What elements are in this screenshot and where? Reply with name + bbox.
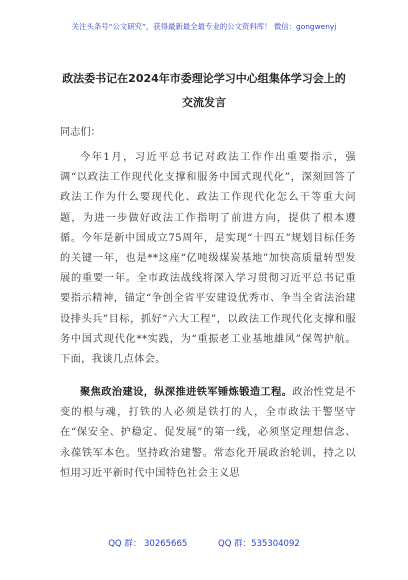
document-title-line2: 交流发言 (182, 96, 226, 109)
footer-qq-group-1: QQ 群： 30265665 (108, 539, 188, 549)
document-title-line1: 政法委书记在2024年市委理论学习中心组集体学习会上的 (62, 72, 346, 85)
salutation: 同志们： (60, 127, 101, 138)
paragraph-2 (60, 382, 356, 484)
paragraph-2-lead: 聚焦政治建设，纵深推进铁军锤炼锻造工程。 (80, 386, 293, 398)
footer-qq-group-2: QQ 群：535304092 (218, 539, 300, 549)
footer-banner (0, 537, 408, 549)
paragraph-2-body: 政治性党是不变的根与魂，打铁的人必须是铁打的人，全市政法干警坚守在“保安全、护稳定、促发展”的第一线，必须坚定理想信念、永葆铁军本色。坚持政治建警。常态化开展政治轮训，持之以恒用习近平新时代中国特色社会主义思 (60, 387, 356, 479)
paragraph-1: 今年1月，习近平总书记对政法工作作出重要指示，强调“以政法工作现代化支撑和服务中国式现代化”，深刻回答了政法工作为什么要现代化、政法工作现代化怎么干等重大问题，为进一步做好政法工作指明了前进方向，提供了根本遵循。今年是新中国成立75周年，是实现“十四五”规划目标任务的关键一年，也是**这座“亿吨级煤炭基地”加快高质量转型发展的重要一年。全市政法战线将深入学习贯彻习近平总书记重要指示精神，锚定“争创全省平安建设优秀市、争当全省法治建设排头兵”目标，抓好“六大工程”，以政法工作现代化支撑和服务中国式现代化**实践，为“重振老工业基地雄风”保驾护航。下面，我谈几点体会。 (60, 152, 356, 366)
header-banner: 关注头条号“公文研究”，获得最新最全最专业的公文资料库！ 微信：gongwenyj (71, 22, 337, 31)
